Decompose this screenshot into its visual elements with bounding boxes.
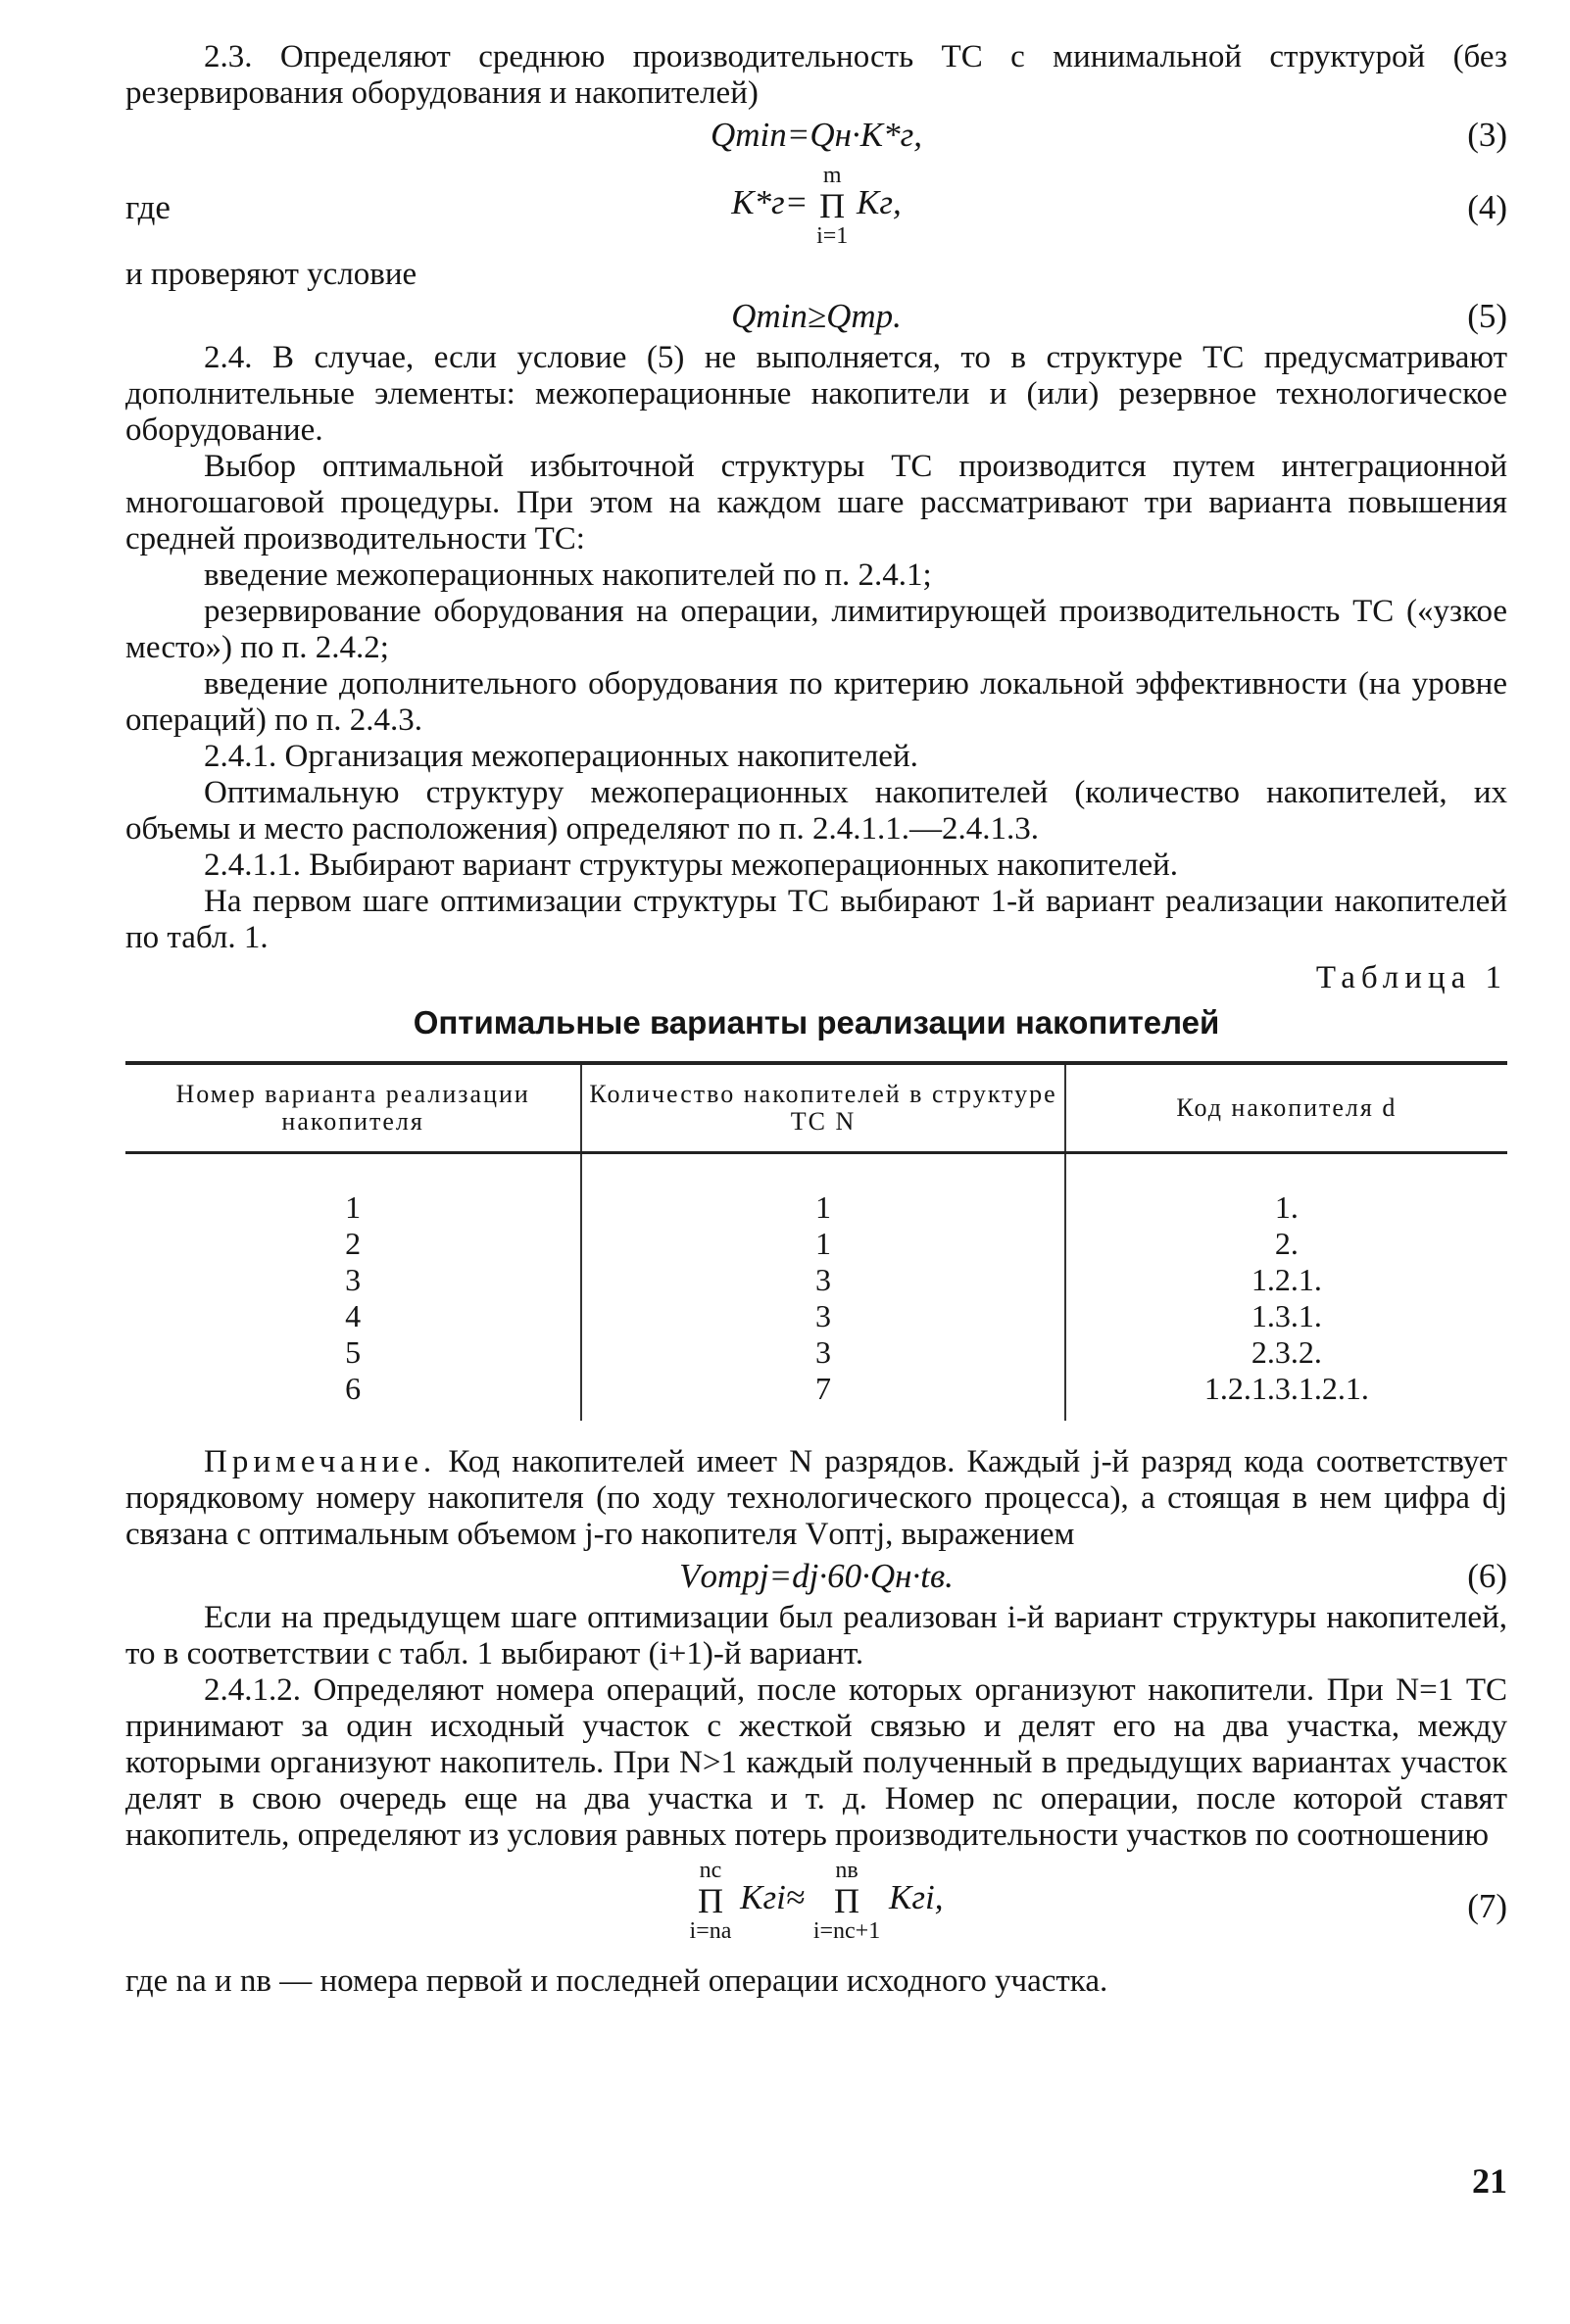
table-title: Оптимальные варианты реализации накопителей: [413, 1004, 1220, 1041]
cell-variant: 3: [345, 1262, 362, 1297]
cell-code: 1.2.1.3.1.2.1.: [1065, 1371, 1507, 1421]
product-operator: [816, 163, 848, 249]
table-row: [125, 1153, 1507, 1227]
product-left-lower: i=na: [689, 1918, 732, 1944]
product-operator-left: [690, 1858, 732, 1944]
formula-7-middle: Kгi≈: [740, 1878, 806, 1917]
formula-5: [125, 293, 1507, 340]
formula-4-rhs: Kг,: [857, 183, 902, 222]
cell-count: 1: [581, 1153, 1065, 1227]
product-operator-right: [813, 1858, 880, 1944]
note-text: Код накопителей имеет N разрядов. Каждый j-й разряд кода соответствует порядковому номеру накопителя (по ходу технологического процесса), а стоящая в нем цифра dj связана с оптимальным объемом j-го накопителя Vоптj, выражением: [125, 1444, 1507, 1552]
header-storage-code: Код накопителя d: [1065, 1063, 1507, 1153]
cell-count: 3: [581, 1334, 1065, 1371]
check-condition-text: и проверяют условие: [125, 257, 417, 292]
table-label: Таблица 1: [1315, 960, 1507, 995]
header-variant-number: Номер варианта реализации накопителя: [125, 1063, 581, 1153]
table-row: [125, 1334, 1507, 1371]
formula-3-number: (3): [1467, 116, 1507, 154]
cell-variant: 1: [345, 1189, 362, 1225]
page-number: 21: [1472, 2161, 1507, 2201]
cell-code: 1.2.1.: [1065, 1262, 1507, 1298]
cell-variant: 2: [345, 1226, 362, 1261]
cell-variant: 5: [345, 1334, 362, 1370]
formula-7-number: (7): [1467, 1887, 1507, 1925]
formula-7: [125, 1854, 1507, 1963]
table-header-row: [125, 1063, 1507, 1153]
note-paragraph: [125, 1444, 1507, 1553]
formula-5-number: (5): [1467, 297, 1507, 335]
formula-5-body: Qmin≥Qтр.: [731, 297, 902, 335]
cell-count: 1: [581, 1226, 1065, 1262]
formula-6-number: (6): [1467, 1557, 1507, 1595]
formula-6: [125, 1553, 1507, 1600]
paragraph-2-3: 2.3. Определяют среднюю производительность ТС с минимальной структурой (без резервирования оборудования и накопителей): [125, 39, 1507, 111]
product-symbol: Π: [697, 1881, 723, 1920]
variant-3: введение дополнительного оборудования по критерию локальной эффективности (на уровне операций) по п. 2.4.3.: [125, 666, 1507, 738]
where-label: где: [125, 188, 171, 226]
cell-variant: 4: [345, 1298, 362, 1333]
cell-code: 1.: [1065, 1153, 1507, 1227]
paragraph-prev-step: Если на предыдущем шаге оптимизации был реализован i-й вариант структуры накопителей, то в соответствии с табл. 1 выбирают (i+1)-й вариант.: [125, 1600, 1507, 1671]
cell-count: 3: [581, 1298, 1065, 1334]
product-symbol: Π: [819, 186, 846, 225]
paragraph-2-4-1: 2.4.1. Организация межоперационных накопителей.: [204, 739, 918, 774]
product-right-upper: nв: [835, 1858, 859, 1883]
table-row: [125, 1226, 1507, 1262]
formula-3-body: Qmin=Qн·K*г,: [710, 116, 923, 154]
paragraph-2-4-1-1: 2.4.1.1. Выбирают вариант структуры межоперационных накопителей.: [204, 847, 1178, 883]
formula-7-rhs: Kгi,: [888, 1878, 944, 1917]
product-left-upper: nc: [699, 1858, 722, 1883]
storage-variants-table: [125, 1061, 1507, 1421]
cell-variant: 6: [345, 1371, 362, 1406]
product-lower-limit: i=1: [816, 223, 849, 249]
variant-2: резервирование оборудования на операции, лимитирующей производительность ТС («узкое место») по п. 2.4.2;: [125, 594, 1507, 665]
paragraph-2-4-1-2: 2.4.1.2. Определяют номера операций, после которых организуют накопители. При N=1 ТС принимают за один исходный участок с жесткой связью и делят его на два участка, между которыми организуют накопитель. При N>1 каждый полученный в предыдущих вариантах участок делят в свою очередь еще на два участка и т. д. Номер nc операции, после которой ставят накопитель, определяют из условия равных потерь производительности участков по соотношению: [125, 1672, 1507, 1853]
formula-4-lhs: K*г=: [731, 183, 809, 222]
header-storage-count: Количество накопителей в структуре ТС N: [581, 1063, 1065, 1153]
paragraph-first-step: На первом шаге оптимизации структуры ТС выбирают 1-й вариант реализации накопителей по табл. 1.: [125, 884, 1507, 955]
product-upper-limit: m: [822, 163, 842, 188]
paragraph-opt-structure: Оптимальную структуру межоперационных накопителей (количество накопителей, их объемы и место расположения) определяют по п. 2.4.1.1.—2.4.1.3.: [125, 775, 1507, 847]
paragraph-choice: Выбор оптимальной избыточной структуры ТС производится путем интеграционной многошаговой процедуры. При этом на каждом шаге рассматривают три варианта повышения средней производительности ТС:: [125, 449, 1507, 557]
formula-6-body: Vотрj=dj·60·Qн·tв.: [679, 1557, 954, 1595]
cell-count: 7: [581, 1371, 1065, 1421]
cell-code: 2.: [1065, 1226, 1507, 1262]
document-page: [125, 39, 1507, 2000]
formula-7-body: [125, 1858, 1507, 1944]
product-symbol: Π: [834, 1881, 860, 1920]
formula-4: [125, 159, 1507, 257]
cell-count: 3: [581, 1262, 1065, 1298]
formula-4-number: (4): [1467, 188, 1507, 226]
table-row: [125, 1262, 1507, 1298]
paragraph-where-2: где na и nв — номера первой и последней операции исходного участка.: [125, 1963, 1108, 1999]
table-row: [125, 1298, 1507, 1334]
formula-4-body: [125, 163, 1507, 249]
formula-3: [125, 112, 1507, 159]
product-right-lower: i=nc+1: [812, 1918, 881, 1944]
table-row: [125, 1371, 1507, 1421]
cell-code: 2.3.2.: [1065, 1334, 1507, 1371]
paragraph-2-4: 2.4. В случае, если условие (5) не выполняется, то в структуре ТС предусматривают дополнительные элементы: межоперационные накопители и (или) резервное технологическое оборудование.: [125, 340, 1507, 448]
cell-code: 1.3.1.: [1065, 1298, 1507, 1334]
variant-1: введение межоперационных накопителей по п. 2.4.1;: [204, 557, 932, 593]
note-label: Примечание.: [204, 1444, 437, 1479]
